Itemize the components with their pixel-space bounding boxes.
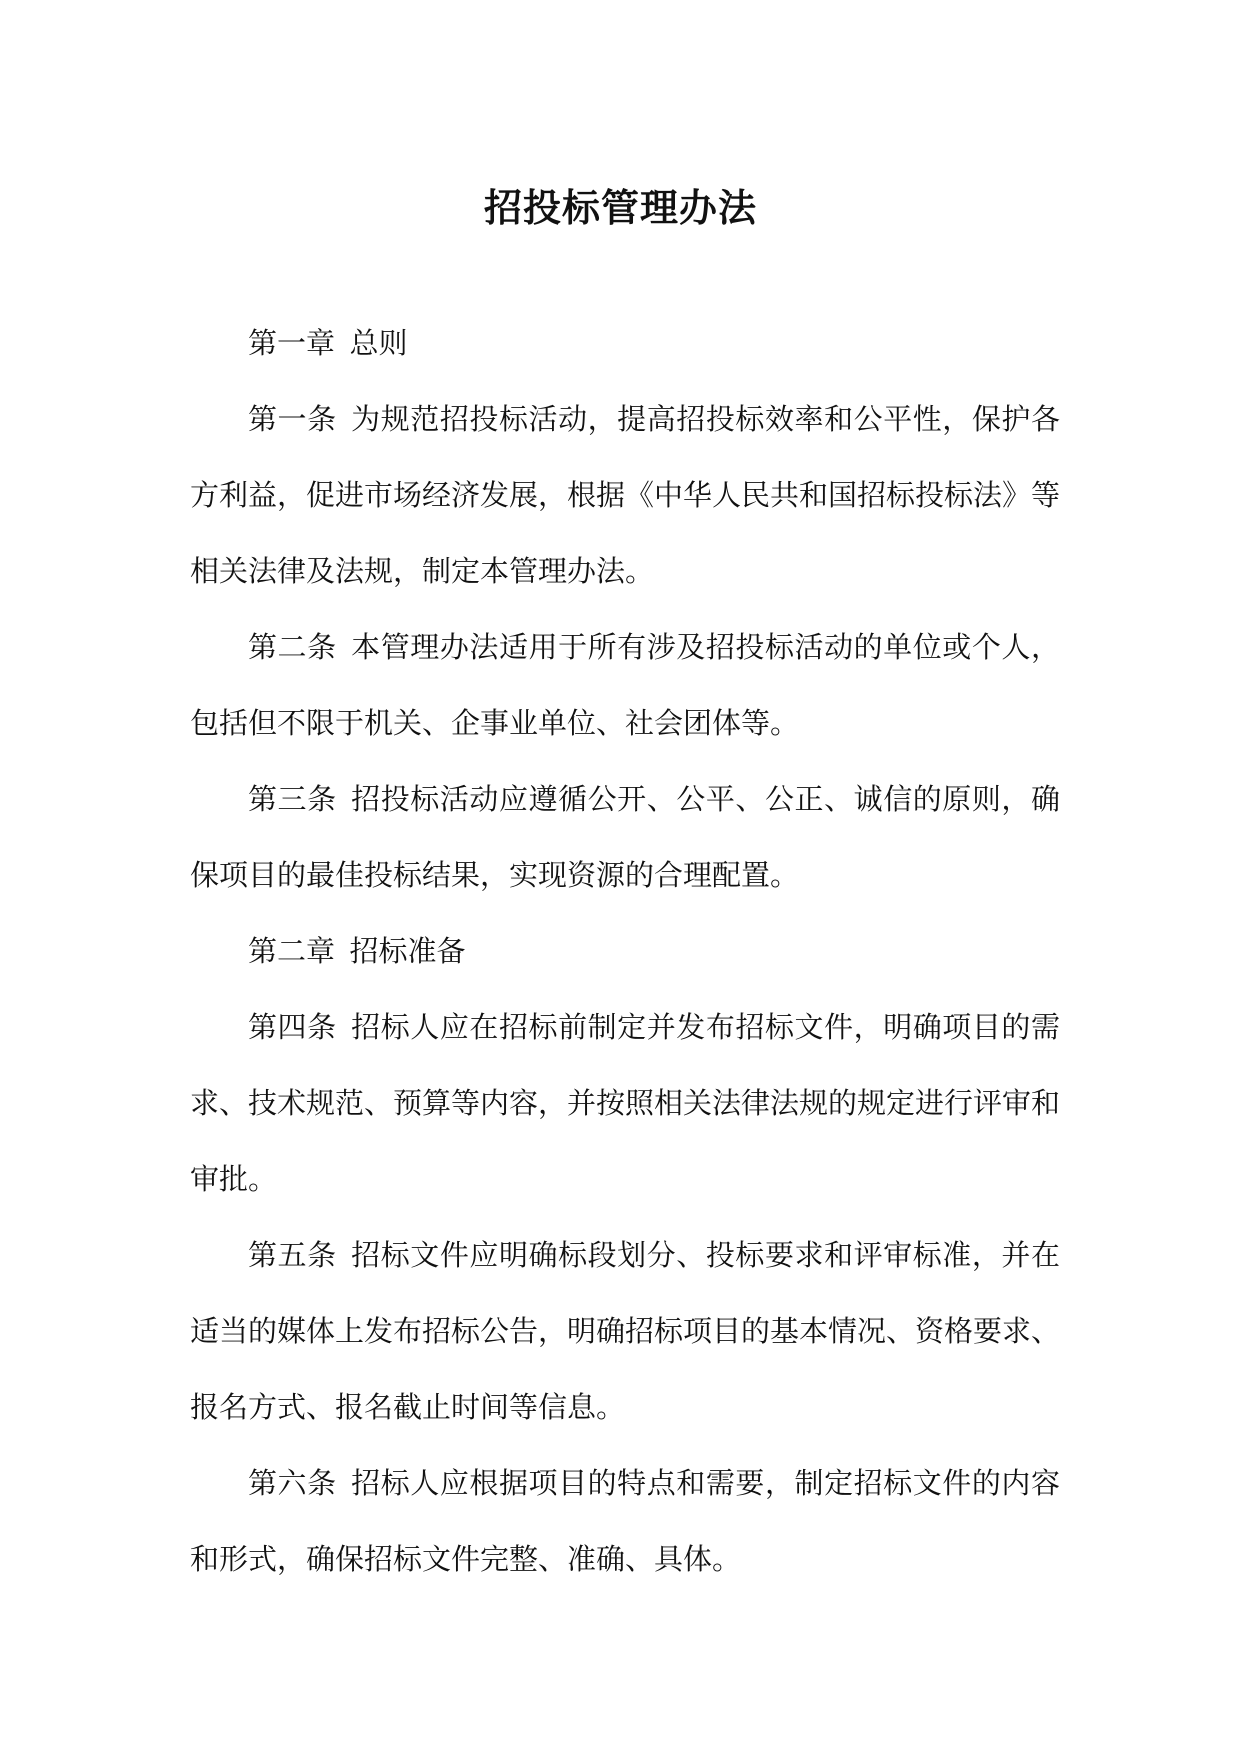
chapter-title: 招标准备 bbox=[349, 934, 466, 968]
article-number: 第二条 bbox=[248, 630, 337, 664]
article-paragraph bbox=[190, 381, 1060, 609]
chapter-number: 第二章 bbox=[248, 934, 336, 968]
article-paragraph bbox=[190, 989, 1060, 1217]
article-text: 招投标活动应遵循公开、公平、公正、诚信的原则，确保项目的最佳投标结果，实现资源的合理配置。 bbox=[190, 782, 1060, 892]
article-paragraph bbox=[190, 761, 1060, 913]
article-number: 第四条 bbox=[248, 1010, 337, 1044]
chapter-heading bbox=[190, 305, 1060, 381]
chapter-number: 第一章 bbox=[248, 326, 336, 360]
chapter-title: 总则 bbox=[349, 326, 408, 360]
document-body bbox=[190, 305, 1060, 1597]
article-text: 本管理办法适用于所有涉及招投标活动的单位或个人，包括但不限于机关、企事业单位、社会团体等。 bbox=[190, 630, 1060, 740]
article-text: 招标人应在招标前制定并发布招标文件，明确项目的需求、技术规范、预算等内容，并按照相关法律法规的规定进行评审和审批。 bbox=[190, 1010, 1061, 1196]
article-number: 第三条 bbox=[248, 782, 337, 816]
article-number: 第五条 bbox=[248, 1238, 337, 1272]
article-text: 为规范招投标活动，提高招投标效率和公平性，保护各方利益，促进市场经济发展，根据《中华人民共和国招标投标法》等相关法律及法规，制定本管理办法。 bbox=[190, 402, 1061, 588]
article-paragraph bbox=[190, 1445, 1060, 1597]
article-number: 第六条 bbox=[248, 1466, 337, 1500]
chapter-heading bbox=[190, 913, 1060, 989]
article-text: 招标人应根据项目的特点和需要，制定招标文件的内容和形式，确保招标文件完整、准确、具体。 bbox=[190, 1466, 1060, 1576]
article-number: 第一条 bbox=[248, 402, 337, 436]
article-paragraph bbox=[190, 609, 1060, 761]
document-title: 招投标管理办法 bbox=[483, 185, 757, 230]
article-text: 招标文件应明确标段划分、投标要求和评审标准，并在适当的媒体上发布招标公告，明确招标项目的基本情况、资格要求、报名方式、报名截止时间等信息。 bbox=[190, 1238, 1061, 1424]
article-paragraph bbox=[190, 1217, 1060, 1445]
